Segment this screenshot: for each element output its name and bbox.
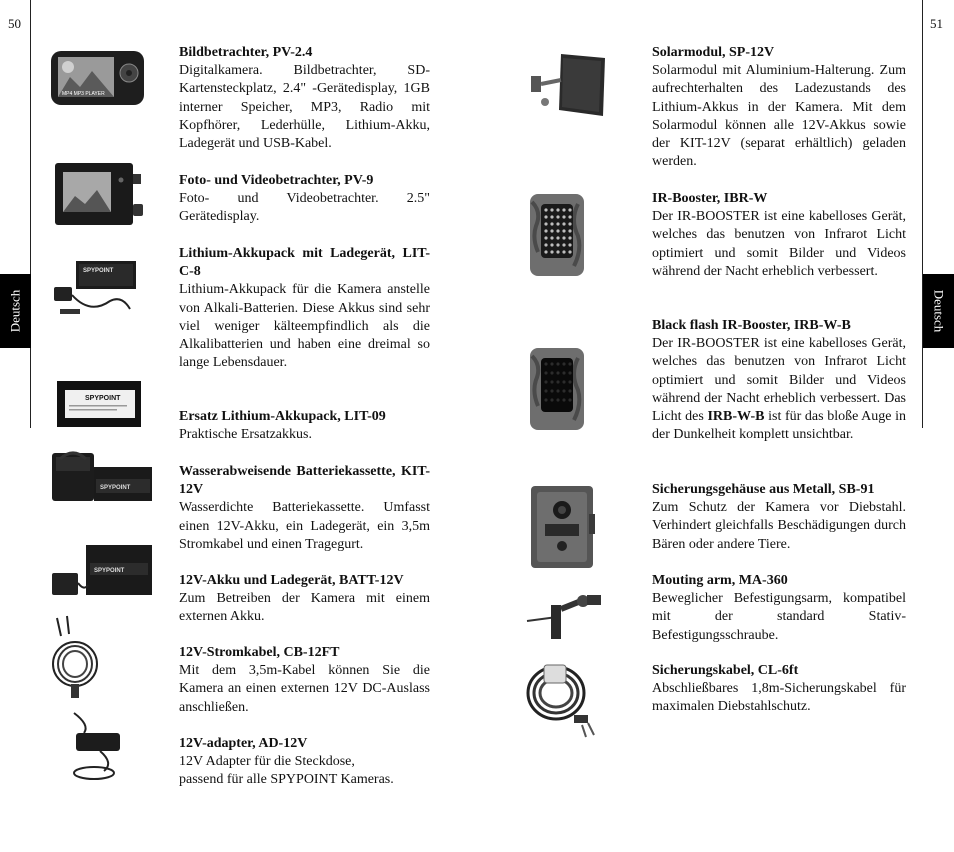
- product-entry-ad-12v: [179, 735, 430, 790]
- cl-6ft-security-cable-image: [524, 659, 600, 739]
- product-title: Mouting arm, MA-360: [652, 573, 788, 588]
- product-entry-kit-12v: [179, 463, 430, 554]
- pv-2-4-viewer-image: [50, 49, 145, 107]
- product-description: Lithium-Akkupack für die Kamera anstelle von Alkali-Batterien. Diese Akkus sind sehr viel weniger kälteempfindlich als die Alkalibatterien und haben eine dreimal so lange Lebensdauer.: [179, 282, 430, 371]
- sp-12v-solar-panel-image: [527, 50, 607, 120]
- left-margin-rule: [30, 0, 31, 428]
- product-entry-sb-91: [652, 481, 906, 554]
- product-entry-ma-360: [652, 572, 906, 645]
- product-title: Foto- und Videobetrachter, PV-9: [179, 173, 374, 188]
- product-entry-sp-12v: [652, 44, 906, 171]
- lit-09-pack-image: [55, 378, 145, 430]
- product-description: Zum Schutz der Kamera vor Diebstahl. Verhindert gleichfalls Beschädigungen durch Bären oder andere Tiere.: [652, 500, 906, 552]
- product-entry-cb-12ft: [179, 644, 430, 717]
- product-title: Sicherungskabel, CL-6ft: [652, 663, 799, 678]
- batt-12v-image: [50, 541, 155, 601]
- product-description: Mit dem 3,5m-Kabel können Sie die Kamera an einen externen 12V DC-Auslass anschließen.: [179, 663, 430, 715]
- ad-12v-adapter-image: [60, 707, 130, 785]
- product-entry-irb-w-b: [652, 317, 906, 444]
- product-entry-lit-09: [179, 408, 430, 444]
- product-title: 12V-adapter, AD-12V: [179, 736, 308, 751]
- product-entry-ibr-w: [652, 190, 906, 281]
- product-description-line-1: 12V Adapter für die Steckdose,: [179, 754, 355, 770]
- product-title: Wasserabweisende Batteriekassette, KIT-12V: [179, 464, 430, 498]
- ibr-w-booster-image: [528, 192, 586, 278]
- cb-12ft-cable-image: [47, 612, 109, 700]
- product-description: Praktische Ersatzakkus.: [179, 427, 312, 443]
- product-description-part-a: Der IR-BOOSTER ist eine kabelloses Gerät, welches das benutzen von Infrarot Licht optimiert und somit Bilder und Videos während der Nacht erheblich verbessert. Das Licht des: [652, 336, 906, 425]
- product-description: Zum Betreiben der Kamera mit einem externen Akku.: [179, 591, 430, 625]
- product-title: Ersatz Lithium-Akkupack, LIT-09: [179, 409, 386, 424]
- sb-91-security-box-image: [527, 484, 597, 570]
- lit-09-logo: SPYPOINT: [85, 395, 121, 402]
- product-entry-pv-9: [179, 172, 430, 227]
- product-description-part-b: ist für das bloße Auge in der Dunkelheit komplett unsichtbar.: [652, 409, 906, 443]
- kit-12v-logo: SPYPOINT: [100, 485, 131, 491]
- product-entry-batt-12v: [179, 572, 430, 627]
- irb-w-b-booster-image: [528, 346, 586, 432]
- product-title: 12V-Akku und Ladegerät, BATT-12V: [179, 573, 404, 588]
- pv-9-viewer-image: [53, 160, 145, 228]
- product-title: Bildbetrachter, PV-2.4: [179, 45, 313, 60]
- product-description: Digitalkamera. Bildbetrachter, SD-Kartensteckplatz, 2.4" -Gerätedisplay, 1GB interner Speicher, MP3, Radio mit Kopfhörer, Lederhülle, Lithium-Akku, Ladegerät und USB-Kabel.: [179, 63, 430, 152]
- ma-360-mounting-arm-image: [525, 589, 603, 641]
- product-model-highlight: IRB-W-B: [707, 409, 765, 425]
- product-title: IR-Booster, IBR-W: [652, 191, 768, 206]
- product-description: Abschließbares 1,8m-Sicherungskabel für maximalen Diebstahlschutz.: [652, 681, 906, 715]
- product-entry-cl-6ft: [652, 662, 906, 717]
- product-title: 12V-Stromkabel, CB-12FT: [179, 645, 340, 660]
- page-number-right: 51: [930, 16, 943, 31]
- product-description: Beweglicher Befestigungsarm, kompatibel mit der standard Stativ-Befestigungsschraube.: [652, 591, 906, 643]
- lit-c-8-pack-image: [50, 257, 145, 321]
- right-margin-rule: [922, 0, 923, 428]
- language-tab-left-label: Deutsch: [7, 289, 23, 333]
- product-description: [652, 335, 906, 444]
- product-title: Black flash IR-Booster, IRB-W-B: [652, 318, 851, 333]
- language-tab-right-label: Deutsch: [931, 289, 947, 333]
- product-entry-pv-2-4: [179, 44, 430, 153]
- product-title: Lithium-Akkupack mit Ladegerät, LIT-C-8: [179, 246, 430, 280]
- product-description: Wasserdichte Batteriekassette. Umfasst einen 12V-Akku, ein Ladegerät, ein 3,5m Stromkabel und einen Tragegurt.: [179, 500, 430, 552]
- product-description: Solarmodul mit Aluminium-Halterung. Zum aufrechterhalten des Ladezustands des Lithium-Akkus in der Kamera. Mit dem Solarmodul können alle 12V-Akkus sowie der KIT-12V (separat erhältlich) geladen werden.: [652, 63, 906, 170]
- batt-12v-logo: SPYPOINT: [94, 568, 125, 574]
- page-number-left: 50: [8, 16, 21, 31]
- pv24-screen-label: MP4 MP3 PLAYER: [62, 91, 105, 97]
- product-title: Solarmodul, SP-12V: [652, 45, 775, 60]
- language-tab-left: [0, 274, 31, 348]
- product-description: Foto- und Videobetrachter. 2.5" Gerätedisplay.: [179, 191, 430, 225]
- product-title: Sicherungsgehäuse aus Metall, SB-91: [652, 482, 875, 497]
- product-entry-lit-c-8: [179, 245, 430, 372]
- product-description-line-2: passend für alle SPYPOINT Kameras.: [179, 772, 394, 788]
- lit-c-8-logo: SPYPOINT: [83, 268, 114, 274]
- language-tab-right: [923, 274, 954, 348]
- kit-12v-image: [50, 449, 155, 505]
- product-description: Der IR-BOOSTER ist eine kabelloses Gerät, welches das benutzen von Infrarot Licht optimiert und somit Bilder und Videos während der Nacht erheblich verbessert.: [652, 209, 906, 279]
